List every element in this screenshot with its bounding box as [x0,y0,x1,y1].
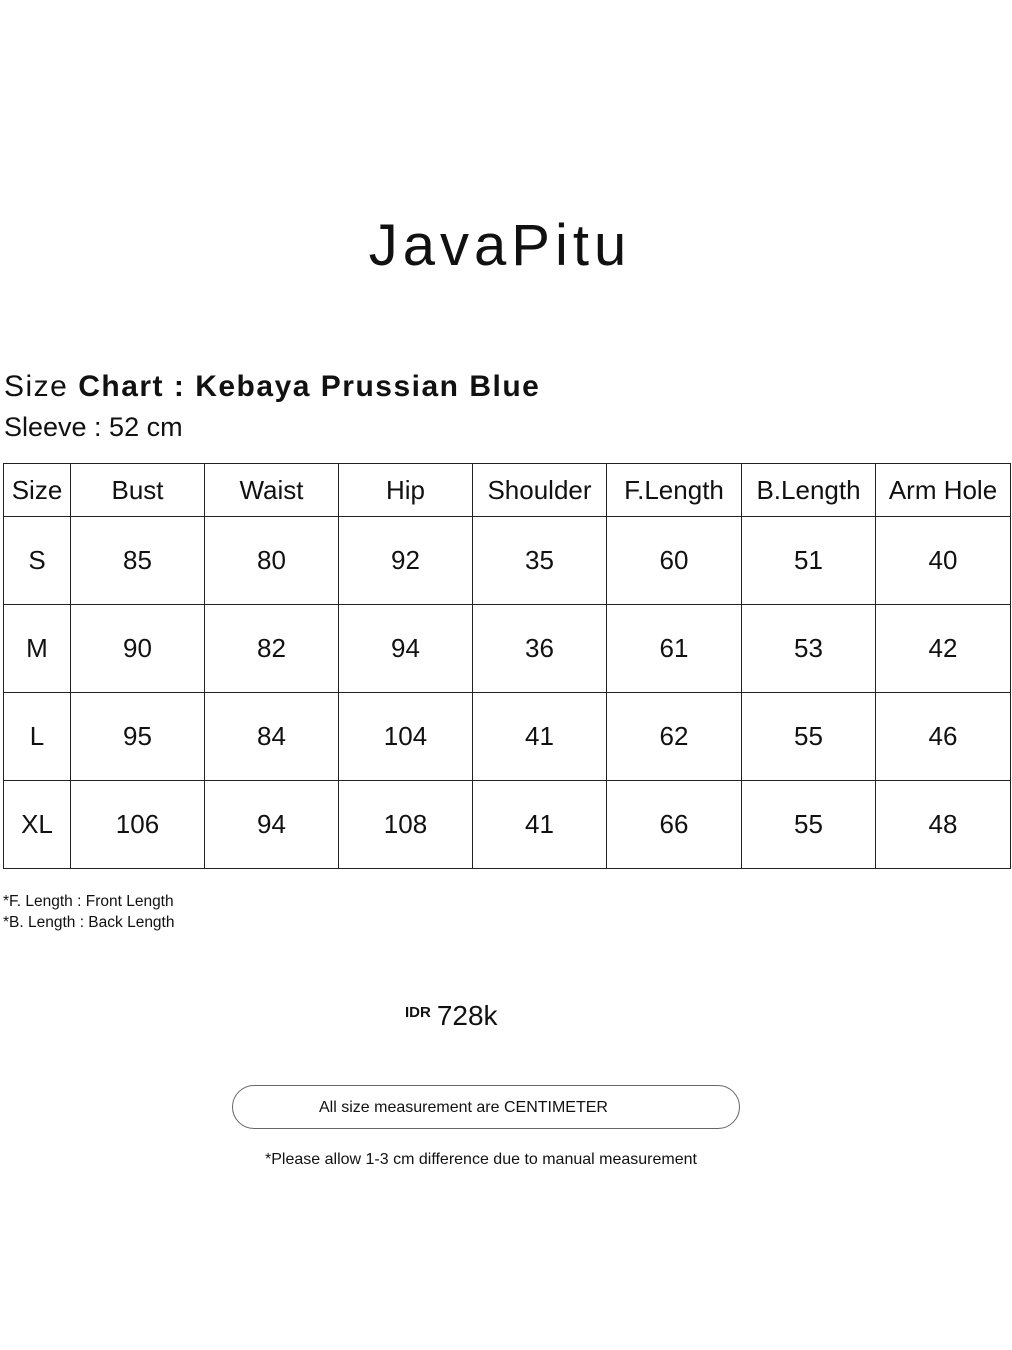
table-cell: 82 [205,605,339,693]
note-front-length: *F. Length : Front Length [3,893,174,910]
table-cell: 66 [607,781,742,869]
table-cell: 48 [876,781,1011,869]
abbreviation-notes [3,891,174,933]
unit-note-badge: All size measurement are CENTIMETER [232,1085,740,1129]
table-header-row [4,464,1011,517]
table-cell: 53 [742,605,876,693]
table-cell: 35 [473,517,607,605]
table-cell: 40 [876,517,1011,605]
table-cell: 94 [339,605,473,693]
column-header: Size [4,464,71,517]
table-cell: 92 [339,517,473,605]
table-row [4,693,1011,781]
table-cell: 94 [205,781,339,869]
table-cell: 55 [742,693,876,781]
table-cell: 108 [339,781,473,869]
sleeve-length: Sleeve : 52 cm [4,412,183,442]
table-cell: 41 [473,781,607,869]
table-cell: 60 [607,517,742,605]
price-currency: IDR [405,1004,431,1021]
table-cell: 84 [205,693,339,781]
price-value: 728k [436,1000,498,1031]
table-cell: 55 [742,781,876,869]
table-cell: 42 [876,605,1011,693]
table-cell: S [4,517,71,605]
table-cell: 95 [71,693,205,781]
price [405,1000,498,1032]
disclaimer: *Please allow 1-3 cm difference due to manual measurement [265,1151,697,1168]
column-header: Waist [205,464,339,517]
table-cell: 85 [71,517,205,605]
table-cell: 61 [607,605,742,693]
brand-logo: JavaPitu [368,213,632,278]
column-header: B.Length [742,464,876,517]
table-cell: XL [4,781,71,869]
table-cell: 51 [742,517,876,605]
column-header: Arm Hole [876,464,1011,517]
table-cell: 36 [473,605,607,693]
table-cell: 41 [473,693,607,781]
table-row [4,517,1011,605]
table-cell: 62 [607,693,742,781]
table-cell: 80 [205,517,339,605]
table-cell: 46 [876,693,1011,781]
column-header: Shoulder [473,464,607,517]
column-header: F.Length [607,464,742,517]
title-prefix: Size [4,370,69,403]
table-row [4,605,1011,693]
column-header: Bust [71,464,205,517]
size-chart-table [3,463,1011,869]
page-title [4,370,540,404]
column-header: Hip [339,464,473,517]
table-row [4,781,1011,869]
note-back-length: *B. Length : Back Length [3,914,175,931]
table-cell: 90 [71,605,205,693]
title-main: Chart : Kebaya Prussian Blue [78,370,541,403]
table-cell: 106 [71,781,205,869]
table-cell: 104 [339,693,473,781]
table-cell: M [4,605,71,693]
table-cell: L [4,693,71,781]
